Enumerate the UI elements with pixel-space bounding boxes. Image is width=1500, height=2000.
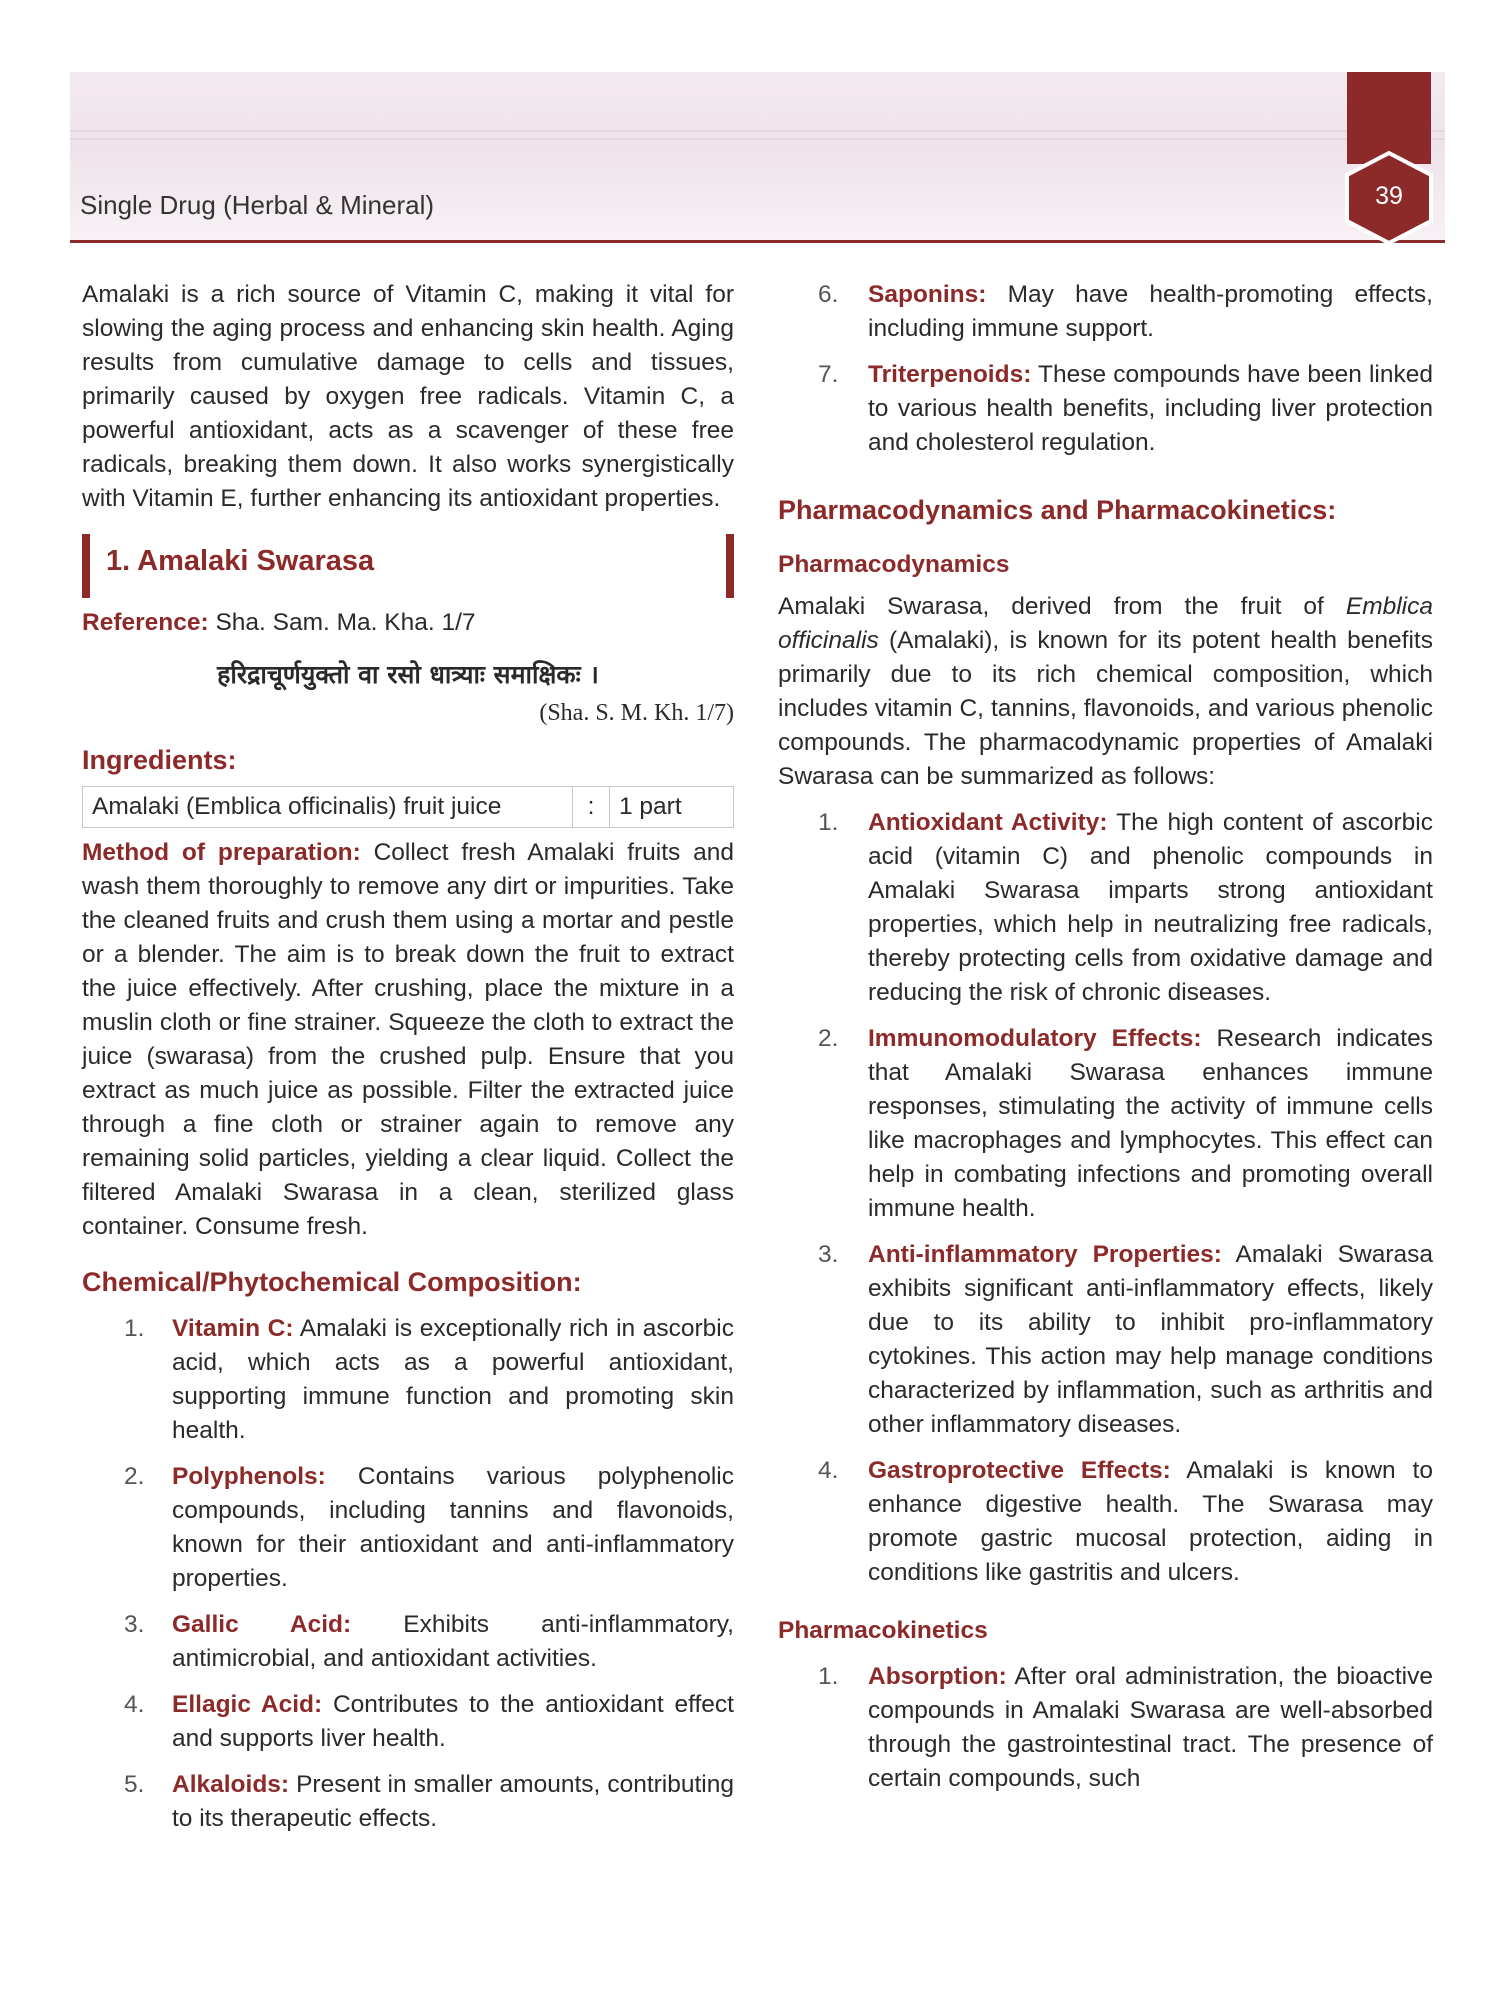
item-text: These compounds have been linked to various health benefits, including liver protection and cholesterol regulation. (868, 361, 1433, 456)
intro-paragraph: Amalaki is a rich source of Vitamin C, making it vital for slowing the aging process and enhancing skin health. Aging results from cumulative damage to cells and tissues, primarily caused by oxygen free radicals. Vitamin C, a powerful antioxidant, acts as a scavenger of these free radicals, breaking them down. It also works synergistically with Vitamin E, further enhancing its antioxidant properties. (82, 281, 734, 512)
ingredient-quantity: 1 part (610, 787, 734, 828)
intro-text: (Amalaki), is known for its potent health benefits primarily due to its rich chemical composition, which includes vitamin C, tannins, flavonoids, and various phenolic compounds. The pharmacodynamic properties of Amalaki Swarasa can be summarized as follows: (778, 627, 1433, 790)
reference-value: Sha. Sam. Ma. Kha. 1/7 (208, 609, 476, 636)
list-number: 3. (818, 1241, 839, 1268)
list-number: 2. (124, 1463, 145, 1490)
item-label: Alkaloids: (172, 1771, 290, 1798)
list-item (124, 1688, 734, 1756)
item-text: The high content of ascorbic acid (vitamin C) and phenolic compounds in Amalaki Swarasa imparts strong antioxidant properties, which help in neutralizing free radicals, thereby protecting cells from oxidative damage and reducing the risk of chronic diseases. (868, 809, 1433, 1006)
item-text: After oral administration, the bioactive compounds in Amalaki Swarasa are well-absorbed through the gastrointestinal tract. The presence of certain compounds, such (868, 1663, 1433, 1792)
list-number: 2. (818, 1025, 839, 1052)
list-item (818, 1454, 1433, 1590)
header-stripe (70, 138, 1445, 140)
method-label: Method of preparation: (82, 839, 361, 866)
ingredients-heading: Ingredients: (82, 745, 237, 775)
item-label: Gallic Acid: (172, 1611, 352, 1638)
ingredient-separator: : (573, 787, 610, 828)
list-item (818, 278, 1433, 346)
list-number: 5. (124, 1771, 145, 1798)
item-text: Contains various polyphenolic compounds, including tannins and flavonoids, known for their antioxidant and anti-inflammatory properties. (172, 1463, 734, 1592)
list-number: 3. (124, 1611, 145, 1638)
title-bar-left (82, 534, 90, 598)
section-title: 1. Amalaki Swarasa (106, 545, 375, 577)
list-number: 4. (818, 1457, 839, 1484)
list-item (124, 1460, 734, 1596)
list-item (818, 1238, 1433, 1442)
list-item (124, 1312, 734, 1448)
list-number: 1. (818, 1663, 839, 1690)
item-label: Triterpenoids: (868, 361, 1032, 388)
item-label: Polyphenols: (172, 1463, 326, 1490)
running-title: Single Drug (Herbal & Mineral) (80, 190, 435, 220)
method-paragraph (82, 836, 734, 1244)
left-column (82, 278, 734, 1848)
ingredients-table (82, 786, 734, 828)
chemical-list (82, 1312, 734, 1836)
pharmacodynamics-heading: Pharmacodynamics (778, 551, 1010, 578)
chemical-composition-heading: Chemical/Phytochemical Composition: (82, 1267, 582, 1297)
pharmacodynamics-intro (778, 590, 1433, 794)
item-text: Present in smaller amounts, contributing to its therapeutic effects. (172, 1771, 734, 1832)
list-number: 1. (124, 1315, 145, 1342)
list-item (818, 1660, 1433, 1796)
item-text: May have health-promoting effects, including immune support. (868, 281, 1433, 342)
pd-pk-heading: Pharmacodynamics and Pharmacokinetics: (778, 495, 1337, 525)
list-number: 4. (124, 1691, 145, 1718)
section-title-box (82, 534, 734, 598)
item-text: Amalaki is exceptionally rich in ascorbic acid, which acts as a powerful antioxidant, supporting immune function and promoting skin health. (172, 1315, 734, 1444)
item-label: Antioxidant Activity: (868, 809, 1108, 836)
intro-italic: Emblica officinalis (778, 593, 1433, 654)
item-label: Ellagic Acid: (172, 1691, 323, 1718)
item-label: Gastroprotective Effects: (868, 1457, 1171, 1484)
header-stripe (70, 130, 1445, 132)
title-bar-right (726, 534, 734, 598)
list-number: 7. (818, 361, 839, 388)
page-number: 39 (1375, 182, 1403, 210)
pharmacokinetics-list (778, 1660, 1433, 1796)
item-text: Contributes to the antioxidant effect and supports liver health. (172, 1691, 734, 1752)
item-label: Saponins: (868, 281, 987, 308)
list-number: 6. (818, 281, 839, 308)
list-item (124, 1768, 734, 1836)
list-item (818, 806, 1433, 1010)
item-text: Amalaki Swarasa exhibits significant anti-inflammatory effects, likely due to its ability to inhibit pro-inflammatory cytokines. This action may help manage conditions characterized by inflammation, such as arthritis and other inflammatory diseases. (868, 1241, 1433, 1438)
item-label: Immunomodulatory Effects: (868, 1025, 1202, 1052)
pharmacokinetics-heading: Pharmacokinetics (778, 1617, 988, 1644)
item-label: Vitamin C: (172, 1315, 294, 1342)
list-item (818, 1022, 1433, 1226)
intro-text: Amalaki Swarasa, derived from the fruit of (778, 593, 1346, 620)
item-text: Amalaki is known to enhance digestive health. The Swarasa may promote gastric mucosal protection, aiding in conditions like gastritis and ulcers. (868, 1457, 1433, 1586)
list-item (818, 358, 1433, 460)
method-text: Collect fresh Amalaki fruits and wash them thoroughly to remove any dirt or impurities. Take the cleaned fruits and crush them using a mortar and pestle or a blender. The aim is to break down the fruit to extract the juice effectively. After crushing, place the mixture in a muslin cloth or fine strainer. Squeeze the cloth to extract the juice (swarasa) from the crushed pulp. Ensure that you extract as much juice as possible. Filter the extracted juice through a fine cloth or strainer again to remove any remaining solid particles, yielding a clear liquid. Collect the filtered Amalaki Swarasa in a clean, sterilized glass container. Consume fresh. (82, 839, 734, 1240)
list-item (124, 1608, 734, 1676)
verse-reference: (Sha. S. M. Kh. 1/7) (539, 700, 734, 726)
item-text: Research indicates that Amalaki Swarasa enhances immune responses, stimulating the activity of immune cells like macrophages and lymphocytes. This effect can help in combating infections and promoting overall immune health. (868, 1025, 1433, 1222)
right-column (778, 278, 1433, 1808)
reference-line (82, 606, 734, 640)
item-label: Absorption: (868, 1663, 1007, 1690)
item-text: Exhibits anti-inflammatory, antimicrobial, and antioxidant activities. (172, 1611, 734, 1672)
pharmacodynamics-list (778, 806, 1433, 1590)
sanskrit-verse: हरिद्राचूर्णयुक्तो वा रसो धात्र्याः समाक्षिकः । (217, 660, 599, 689)
item-label: Anti-inflammatory Properties: (868, 1241, 1222, 1268)
table-row (83, 787, 734, 828)
list-number: 1. (818, 809, 839, 836)
chemical-list-continued (778, 278, 1433, 460)
reference-label: Reference: (82, 609, 209, 636)
ingredient-name: Amalaki (Emblica officinalis) fruit juice (83, 787, 573, 828)
